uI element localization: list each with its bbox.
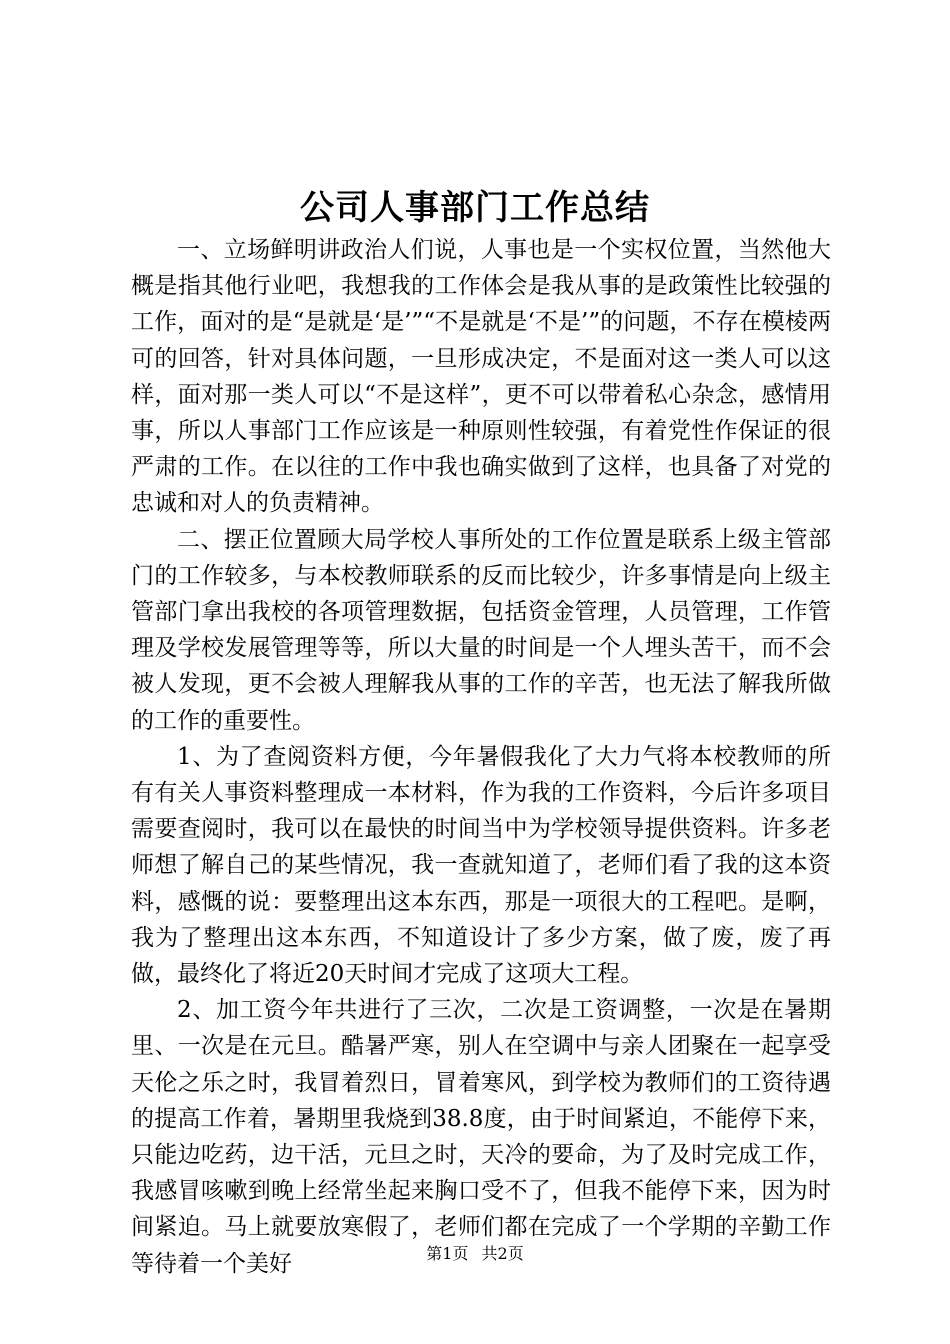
paragraph-item-1: 1、为了查阅资料方便，今年暑假我化了大力气将本校教师的所有有关人事资料整理成一本材料，作为我的工作资料，今后许多项目需要查阅时，我可以在最快的时间当中为学校领导提供资料。许多老师想了解自己的某些情况，我一查就知道了，老师们看了我的这本资料，感慨的说：要整理出这本东西，那是一项很大的工程吧。是啊，我为了整理出这本东西，不知道设计了多少方案，做了废，废了再做，最终化了将近20天时间才完成了这项大工程。 [131, 743, 831, 988]
document-title: 公司人事部门工作总结 [300, 188, 650, 228]
paragraph-position: 二、摆正位置顾大局学校人事所处的工作位置是联系上级主管部门的工作较多，与本校教师联系的反而比较少，许多事情是向上级主管部门拿出我校的各项管理数据，包括资金管理，人员管理，工作管理及学校发展管理等等，所以大量的时间是一个人埋头苦干，而不会被人发现，更不会被人理解我从事的工作的辛苦，也无法了解我所做的工作的重要性。 [131, 526, 831, 734]
page-number: 第1页 [426, 1244, 469, 1263]
page-footer [0, 1243, 950, 1265]
page-total: 共2页 [481, 1244, 524, 1263]
paragraph-item-2: 2、加工资今年共进行了三次，二次是工资调整，一次是在暑期里、一次是在元旦。酷暑严寒，别人在空调中与亲人团聚在一起享受天伦之乐之时，我冒着烈日，冒着寒风，到学校为教师们的工资待遇的提高工作着，暑期里我烧到38.8度，由于时间紧迫，不能停下来，只能边吃药，边干活，元旦之时，天冷的要命，为了及时完成工作，我感冒咳嗽到晚上经常坐起来胸口受不了，但我不能停下来，因为时间紧迫。马上就要放寒假了，老师们都在完成了一个学期的辛勤工作等待着一个美好 [131, 997, 831, 1277]
document-body [131, 232, 831, 1282]
paragraph-politics: 一、立场鲜明讲政治人们说，人事也是一个实权位置，当然他大概是指其他行业吧，我想我的工作体会是我从事的是政策性比较强的工作，面对的是“是就是‘是’”“不是就是‘不是’”的问题，不存在模棱两可的回答，针对具体问题，一旦形成决定，不是面对这一类人可以这样，面对那一类人可以“不是这样”，更不可以带着私心杂念，感情用事，所以人事部门工作应该是一种原则性较强，有着党性作保证的很严肃的工作。在以往的工作中我也确实做到了这样，也具备了对党的忠诚和对人的负责精神。 [131, 237, 831, 517]
